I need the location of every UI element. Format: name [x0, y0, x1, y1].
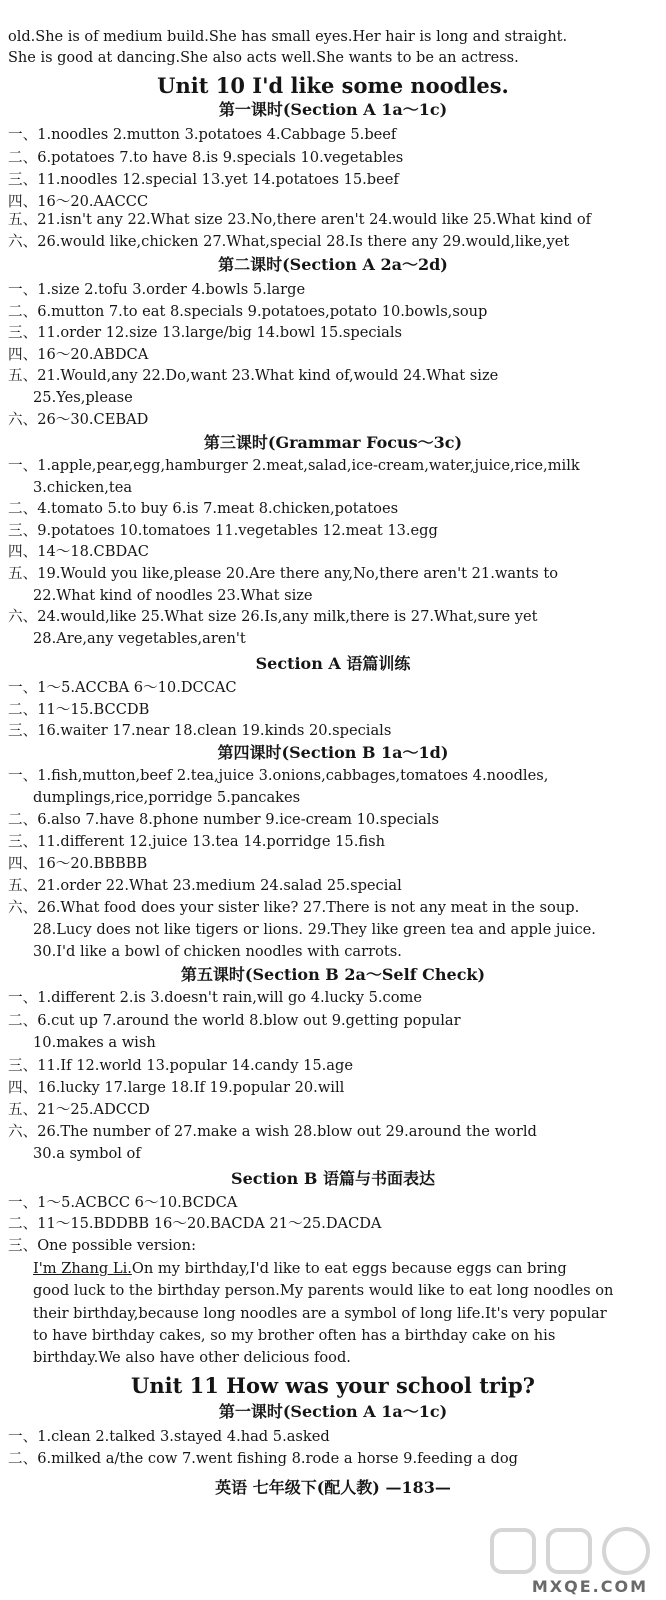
page-footer: 英语 七年级下(配人教) —183— [215, 1478, 451, 1497]
answer-line: 二、6.potatoes 7.to have 8.is 9.specials 10.vegetables [8, 149, 404, 166]
lesson-3-title: 第三课时(Grammar Focus～3c) [203, 433, 463, 452]
answer-line: 五、21～25.ADCCD [8, 1101, 150, 1118]
unit-11-lesson-1-title: 第一课时(Section A 1a～1c) [218, 1402, 448, 1421]
lesson-4-title: 第四课时(Section B 1a～1d) [217, 743, 449, 762]
essay-first-line-rest: On my birthday,I'd like to eat eggs because eggs can bring [131, 1260, 567, 1277]
answer-line: 六、26.would like,chicken 27.What,special 28.Is there any 29.would,like,yet [8, 233, 570, 250]
answer-line: 28.Are,any vegetables,aren't [33, 630, 246, 647]
answer-line: 四、16～20.BBBBB [8, 855, 148, 872]
answer-line: 28.Lucy does not like tigers or lions. 29.They like green tea and apple juice. [33, 921, 596, 938]
essay-line: birthday.We also have other delicious food. [33, 1349, 351, 1366]
essay-line-1 [33, 1259, 567, 1279]
answer-line: 二、6.mutton 7.to eat 8.specials 9.potatoes,potato 10.bowls,soup [8, 303, 488, 320]
essay-line: their birthday,because long noodles are a symbol of long life.It's very popular [33, 1305, 607, 1322]
lesson-1-title: 第一课时(Section A 1a～1c) [218, 100, 448, 119]
unit-11-title: Unit 11 How was your school trip? [131, 1373, 535, 1398]
intro-line-1: old.She is of medium build.She has small eyes.Her hair is long and straight. [8, 29, 568, 45]
answer-line: 一、1.apple,pear,egg,hamburger 2.meat,salad,ice-cream,water,juice,rice,milk [8, 457, 580, 474]
lesson-5-title: 第五课时(Section B 2a～Self Check) [180, 965, 486, 984]
answer-line: 四、14～18.CBDAC [8, 543, 149, 560]
answer-line: 四、16.lucky 17.large 18.If 19.popular 20.will [8, 1079, 345, 1096]
answer-line: 二、6.milked a/the cow 7.went fishing 8.rode a horse 9.feeding a dog [8, 1450, 518, 1467]
answer-line: 二、11～15.BCCDB [8, 701, 150, 718]
answer-line: 三、16.waiter 17.near 18.clean 19.kinds 20.specials [8, 722, 392, 739]
answer-line: 22.What kind of noodles 23.What size [33, 587, 313, 604]
answer-line: 三、11.order 12.size 13.large/big 14.bowl 15.specials [8, 324, 403, 341]
answer-line: 六、26.What food does your sister like? 27.There is not any meat in the soup. [8, 899, 580, 916]
answer-line: 10.makes a wish [33, 1034, 156, 1051]
answer-line: 30.I'd like a bowl of chicken noodles with carrots. [33, 943, 402, 960]
watermark-text: MXQE.COM [531, 1577, 648, 1596]
answer-line: 三、9.potatoes 10.tomatoes 11.vegetables 12.meat 13.egg [8, 522, 438, 539]
answer-line: 六、24.would,like 25.What size 26.Is,any milk,there is 27.What,sure yet [8, 608, 538, 625]
answer-line: 三、11.different 12.juice 13.tea 14.porridge 15.fish [8, 833, 385, 850]
answer-line: 一、1.size 2.tofu 3.order 4.bowls 5.large [8, 281, 306, 298]
answer-line: 25.Yes,please [33, 389, 133, 406]
essay-name: I'm Zhang Li. [33, 1260, 132, 1277]
answer-line: 一、1.clean 2.talked 3.stayed 4.had 5.asked [8, 1428, 330, 1445]
answer-line: 五、21.isn't any 22.What size 23.No,there aren't 24.would like 25.What kind of [8, 211, 592, 228]
answer-line: 三、One possible version: [8, 1237, 197, 1254]
essay-line: to have birthday cakes, so my brother often has a birthday cake on his [33, 1327, 556, 1344]
answer-line: 二、6.also 7.have 8.phone number 9.ice-cream 10.specials [8, 811, 439, 828]
answer-line: 一、1.fish,mutton,beef 2.tea,juice 3.onions,cabbages,tomatoes 4.noodles, [8, 767, 549, 784]
answer-line: 四、16～20.ABDCA [8, 346, 149, 363]
answer-line: 五、21.Would,any 22.Do,want 23.What kind of,would 24.What size [8, 367, 499, 384]
answer-line: 30.a symbol of [33, 1145, 141, 1162]
lesson-2-title: 第二课时(Section A 2a～2d) [218, 255, 448, 274]
answer-line: 三、11.If 12.world 13.popular 14.candy 15.age [8, 1057, 353, 1074]
unit-10-title: Unit 10 I'd like some noodles. [157, 73, 509, 98]
answer-line: 二、4.tomato 5.to buy 6.is 7.meat 8.chicken,potatoes [8, 500, 399, 517]
answer-line: 六、26～30.CEBAD [8, 411, 149, 428]
answer-line: 一、1.noodles 2.mutton 3.potatoes 4.Cabbage 5.beef [8, 126, 397, 143]
answer-line: 五、19.Would you like,please 20.Are there any,No,there aren't 21.wants to [8, 565, 559, 582]
answer-line: 一、1～5.ACBCC 6～10.BCDCA [8, 1194, 238, 1211]
answer-line: 一、1.different 2.is 3.doesn't rain,will go 4.lucky 5.come [8, 989, 422, 1006]
answer-line: 三、11.noodles 12.special 13.yet 14.potatoes 15.beef [8, 171, 399, 188]
intro-line-2: She is good at dancing.She also acts well.She wants to be an actress. [8, 50, 519, 66]
answer-line: 六、26.The number of 27.make a wish 28.blow out 29.around the world [8, 1123, 537, 1140]
section-b-writing-title: Section B 语篇与书面表达 [231, 1169, 435, 1188]
answer-line: dumplings,rice,porridge 5.pancakes [33, 789, 301, 806]
section-a-reading-title: Section A 语篇训练 [255, 654, 411, 673]
answer-line: 一、1～5.ACCBA 6～10.DCCAC [8, 679, 237, 696]
answer-line: 四、16～20.AACCC [8, 193, 149, 210]
answer-line: 五、21.order 22.What 23.medium 24.salad 25.special [8, 877, 402, 894]
answer-line: 二、6.cut up 7.around the world 8.blow out 9.getting popular [8, 1012, 461, 1029]
answer-line: 二、11～15.BDDBB 16～20.BACDA 21～25.DACDA [8, 1215, 382, 1232]
essay-line: good luck to the birthday person.My parents would like to eat long noodles on [33, 1282, 614, 1299]
answer-line: 3.chicken,tea [33, 479, 133, 496]
